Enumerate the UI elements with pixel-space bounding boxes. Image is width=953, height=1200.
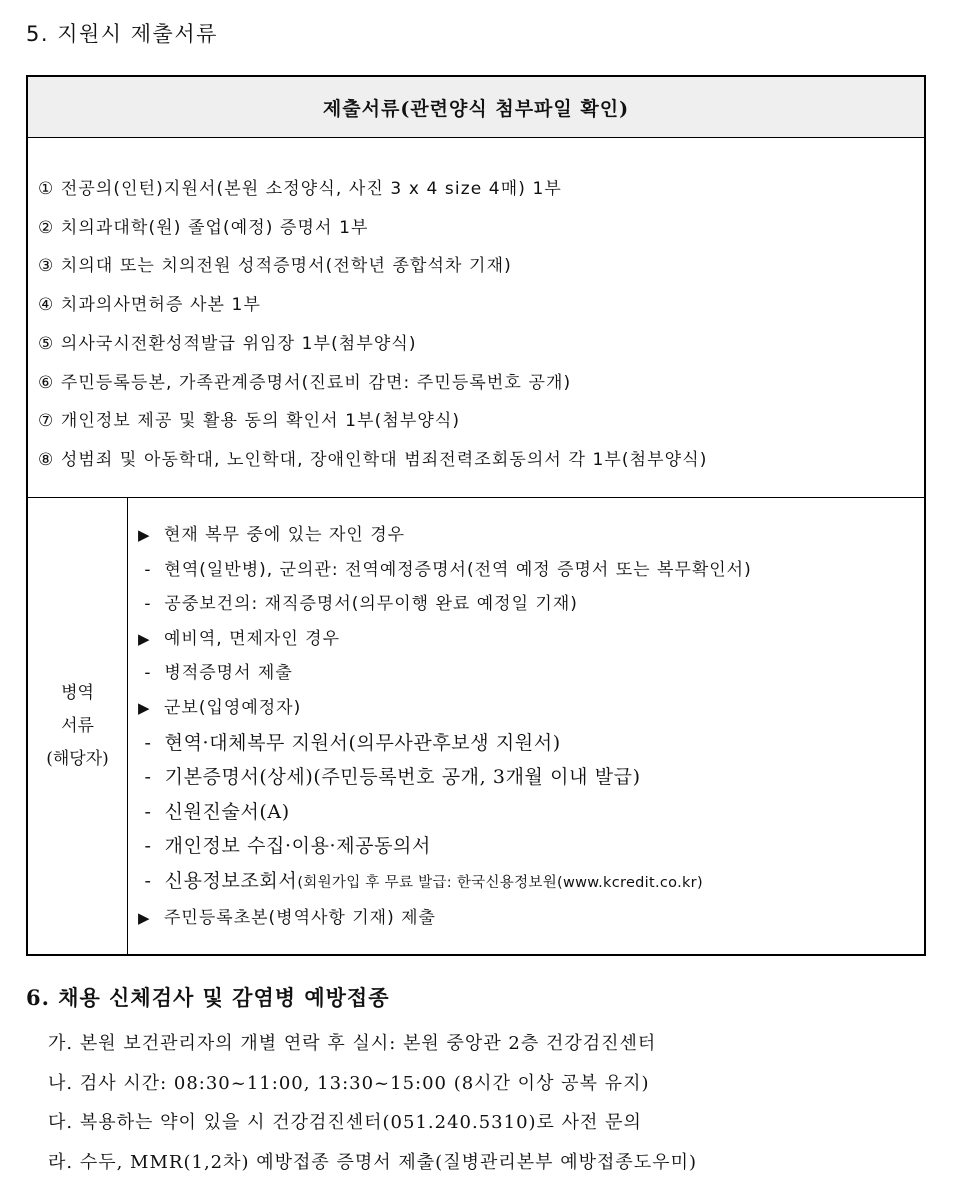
dash-bullet: - (144, 663, 152, 684)
health-check-item: 라. 수두, MMR(1,2차) 예방접종 증명서 제출(질병관리본부 예방접종도우미) (48, 1151, 697, 1173)
dash-bullet: - (144, 594, 152, 615)
document-item: ④ 치과의사면허증 사본 1부 (38, 295, 261, 316)
document-item: ⑧ 성범죄 및 아동학대, 노인학대, 장애인학대 범죄전력조회동의서 각 1부(첨부양식) (38, 449, 708, 470)
health-check-item: 다. 복용하는 약이 있을 시 건강검진센터(051.240.5310)로 사전 문의 (48, 1112, 642, 1133)
military-item-text: 예비역, 면제자인 경우 (164, 628, 341, 649)
table-header: 제출서류(관련양식 첨부파일 확인) (28, 77, 924, 138)
dash-bullet: - (144, 731, 152, 754)
health-check-list (48, 1024, 697, 1182)
triangle-right-icon: ▶ (138, 629, 151, 648)
label-line: 병역 (61, 682, 94, 703)
military-item-text: 현역(일반병), 군의관: 전역예정증명서(전역 예정 증명서 또는 복무확인서) (164, 559, 752, 580)
military-subitem (138, 726, 752, 761)
military-item-text: 병적증명서 제출 (164, 663, 293, 684)
section-5-title: 5. 지원시 제출서류 (26, 22, 218, 46)
military-subitem (138, 656, 752, 691)
military-documents-row (28, 497, 924, 954)
document-item: ⑥ 주민등록등본, 가족관계증명서(진료비 감면: 주민등록번호 공개) (38, 372, 572, 393)
military-item-text: 현역·대체복무 지원서(의무사관후보생 지원서) (164, 731, 561, 754)
dash-bullet: - (144, 869, 152, 892)
dash-bullet: - (144, 800, 152, 823)
dash-bullet: - (144, 766, 152, 789)
military-item-text: 신원진술서(A) (164, 800, 290, 823)
military-category (138, 622, 752, 657)
military-item-text: 신용정보조회서 (164, 869, 298, 892)
military-subitem (138, 829, 752, 864)
military-item-text: 주민등록초본(병역사항 기재) 제출 (164, 907, 436, 928)
military-category (138, 691, 752, 726)
documents-table (26, 75, 926, 956)
health-check-item: 가. 본원 보건관리자의 개별 연락 후 실시: 본원 중앙관 2층 건강검진센터 (48, 1033, 657, 1054)
label-line: 서류 (61, 715, 94, 736)
military-subitem (138, 864, 752, 901)
military-item-text: 개인정보 수집·이용·제공동의서 (164, 835, 431, 858)
dash-bullet: - (144, 559, 152, 580)
document-item: ⑦ 개인정보 제공 및 활용 동의 확인서 1부(첨부양식) (38, 411, 461, 432)
military-item-text: 기본증명서(상세)(주민등록번호 공개, 3개월 이내 발급) (164, 766, 641, 789)
health-check-item: 나. 검사 시간: 08:30~11:00, 13:30~15:00 (8시간 이상 공복 유지) (48, 1072, 650, 1094)
document-list (38, 170, 707, 480)
military-category (138, 901, 752, 936)
military-item-text: 공중보건의: 재직증명서(의무이행 완료 예정일 기재) (164, 594, 578, 615)
triangle-right-icon: ▶ (138, 526, 151, 544)
military-subitem (138, 587, 752, 622)
document-item: ⑤ 의사국시전환성적발급 위임장 1부(첨부양식) (38, 333, 417, 354)
military-subitem (138, 553, 752, 588)
military-subitem (138, 795, 752, 830)
military-documents-list (138, 518, 752, 935)
section-6-title: 6. 채용 신체검사 및 감염병 예방접종 (26, 985, 390, 1010)
document-item: ① 전공의(인턴)지원서(본원 소정양식, 사진 3 x 4 size 4매) 1부 (38, 179, 562, 199)
triangle-right-icon: ▶ (138, 698, 151, 717)
document-item: ② 치의과대학(원) 졸업(예정) 증명서 1부 (38, 217, 369, 238)
military-item-text: 군보(입영예정자) (164, 697, 302, 718)
label-line: (해당자) (46, 748, 109, 769)
triangle-right-icon: ▶ (138, 908, 151, 927)
dash-bullet: - (144, 835, 152, 858)
document-item: ③ 치의대 또는 치의전원 성적증명서(전학년 종합석차 기재) (38, 256, 512, 277)
military-subitem (138, 760, 752, 795)
military-item-text: 현재 복무 중에 있는 자인 경우 (164, 525, 406, 545)
military-documents-label (28, 498, 128, 954)
military-category (138, 518, 752, 553)
military-item-note: (회원가입 후 무료 발급: 한국신용정보원(www.kcredit.co.kr) (297, 874, 703, 891)
